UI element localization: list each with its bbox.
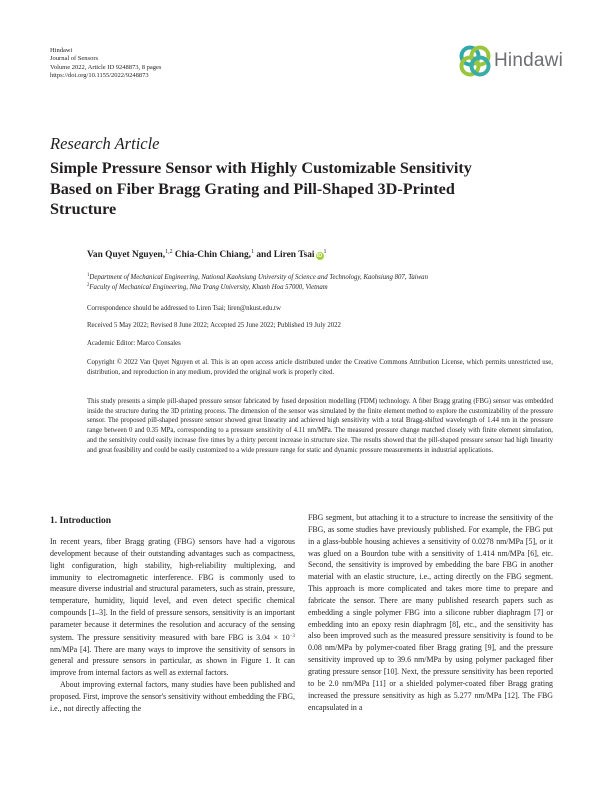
affiliation-mark: 1: [87, 273, 90, 278]
abstract: This study presents a simple pill-shaped pressure sensor fabricated by fused deposition modelling (FDM) technology. A fiber Bragg grating (FBG) sensor was embedded inside the structure during the 3D printing process. The dimension of the sensor was simulated by the finite element method to explore the customizability of the pressure sensor. The proposed pill-shaped pressure sensor showed great linearity and achieved high sensitivity with a total Bragg-shifted wavelength of 1.44 nm in the pressure range between 0 and 0.35 MPa, corresponding to a pressure sensitivity of 4.11 nm/MPa. The measured pressure change matched closely with finite element simulation, and the sensitivity could easily increase five times by a thirty percent increase in structure size. The results showed that the pill-shaped pressure sensor had high linearity and great feasibility and could be easily customized to a wide pressure range for static and dynamic pressure measurements in industrial applications.: [87, 398, 553, 454]
author-name[interactable]: Van Quyet Nguyen,: [87, 250, 166, 260]
affiliation-2: [87, 281, 553, 293]
author-affiliation-mark: 1: [323, 249, 327, 255]
academic-editor: Academic Editor: Marco Consales: [87, 340, 181, 347]
article-title: Simple Pressure Sensor with Highly Customizable Sensitivity Based on Fiber Bragg Grating and Pill-Shaped 3D-Printed Structure: [50, 159, 472, 218]
journal-metadata: [50, 47, 161, 80]
correspondence: Correspondence should be addressed to Liren Tsai; liren@nkust.edu.tw: [87, 305, 281, 312]
paragraph: FBG segment, but attaching it to a structure to increase the sensitivity of the FBG, as some studies have previously published. For example, the FBG put in a glass-bubble housing achieves a sensitivity of 0.0278 nm/MPa [5], or it was glued on a Bourdon tube with a sensitivity of 1.414 nm/MPa [6], etc. Second, the sensitivity is improved by embedding the bare FBG in another material with an elastic structure, i.e., acting directly on the FBG segment. This approach is more complicated and takes more time to prepare and fabricate the sensor. There are many published research papers such as embedding a single polymer FBG into a silicone rubber diaphragm [7] or embedding into an epoxy resin diaphragm [8], etc., and the sensitivity has also been improved such as the measured pressure sensitivity is found to be 0.08 nm/MPa by polymer-coated fiber Bragg grating [9], and the pressure sensitivity improved up to 39.6 nm/MPa by using polymer packaged fiber grating pressure sensor [10]. Next, the pressure sensitivity has been reported to be 2.0 nm/MPa [11] or a shielded polymer-coated fiber Bragg grating increased the pressure sensitivity as high as 5.277 nm/MPa [12]. The FBG encapsulated in a: [308, 513, 553, 712]
paragraph-text: nm/MPa [4]. There are many ways to improve the sensitivity of sensors in general and pressure sensors in particular, as shown in Figure 1. It can improve from internal factors as well as external factors.: [50, 644, 295, 678]
hindawi-logo-mark-icon: [458, 44, 492, 78]
paragraph: [50, 536, 295, 679]
paragraph: About improving external factors, many studies have been published and proposed. First, improve the sensor's sensitivity without embedding the FBG, i.e., not directly affecting the: [50, 680, 295, 713]
author-list: [87, 249, 327, 260]
paragraph-text: In recent years, fiber Bragg grating (FBG) sensors have had a vigorous development because of their outstanding advantages such as compactness, light configuration, high stability, high-reliability multiplexing, and immunity to electromagnetic interference. FBG is commonly used to measure diverse industrial and structural parameters, such as strain, pressure, temperature, humidity, liquid level, and even detect specific chemical compounds [1–3]. In the field of pressure sensors, sensitivity is an important parameter because it determines the resolution and accuracy of the sensing system. The pressure sensitivity measured with bare FBG is 3.04 × 10: [50, 537, 295, 642]
article-dates: Received 5 May 2022; Revised 8 June 2022; Accepted 25 June 2022; Published 19 July 2022: [87, 322, 341, 329]
author-name[interactable]: Liren Tsai: [273, 250, 315, 260]
right-column: [308, 512, 553, 713]
affiliation-text: Department of Mechanical Engineering, National Kaohsiung University of Science and Technology, Kaohsiung 807, Taiwan: [89, 274, 428, 281]
author-affiliation-mark: 1: [250, 249, 254, 255]
volume-line: Volume 2022, Article ID 9248873, 8 pages: [50, 63, 162, 71]
orcid-icon[interactable]: iD: [316, 253, 323, 259]
section-heading: 1. Introduction: [50, 516, 112, 526]
author-name[interactable]: Chia-Chin Chiang,: [174, 250, 251, 260]
author-conjunction: and: [256, 250, 272, 260]
affiliation-text: Faculty of Mechanical Engineering, Nha Trang University, Khanh Hoa 57000, Vietnam: [89, 284, 328, 291]
logo-wordmark: Hindawi: [494, 50, 563, 71]
doi-link[interactable]: https://doi.org/10.1155/2022/9248873: [50, 71, 149, 79]
affiliation-mark: 2: [87, 283, 90, 288]
hindawi-logo: [458, 44, 563, 80]
article-type: Research Article: [50, 134, 160, 153]
left-column: [50, 536, 295, 715]
author-affiliation-mark: 1,2: [165, 249, 173, 255]
journal-name: Journal of Sensors: [50, 55, 99, 63]
copyright-notice: Copyright © 2022 Van Quyet Nguyen et al. This is an open access article distributed under the Creative Commons Attribution License, which permits unrestricted use, distribution, and reproduction in any medium, provided the original work is properly cited.: [87, 359, 553, 376]
superscript: −3: [289, 633, 295, 639]
publisher-name: Hindawi: [50, 47, 73, 54]
